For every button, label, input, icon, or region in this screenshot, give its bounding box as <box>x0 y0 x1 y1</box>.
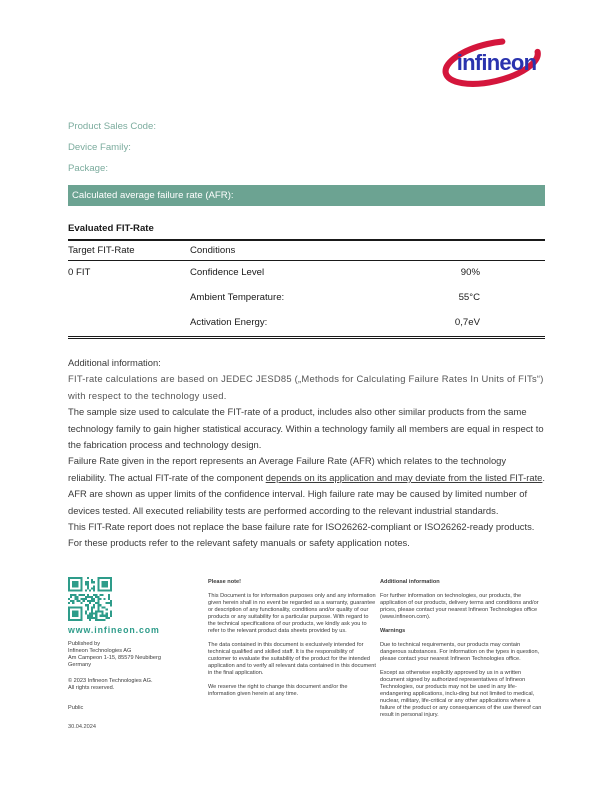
table-title: Evaluated FIT-Rate <box>68 223 154 234</box>
info-paragraph: AFR are shown as upper limits of the confidence interval. High failure rate may be caused by limited number of devices tested. All executed reliability tests are performed according to the relevant industrial standards. <box>68 488 528 516</box>
info-paragraph: Failure Rate given in the report represents an Average Failure Rate (AFR) which relates to the technology reliability. The actual FIT-rate of the component depends on its application and may deviate from the listed FIT-rate. <box>68 455 545 483</box>
legal-paragraph: Due to technical requirements, our products may contain dangerous substances. For information on the types in question, please contact your nearest Infineon Technologies office. <box>380 642 540 662</box>
legal-paragraph: For further information on technologies, our products, the application of our products, delivery terms and conditions and/or prices, please contact your nearest Infineon Technologies office (www.infineon.com). <box>380 593 539 620</box>
legal-paragraph: This Document is for information purposes only and any information given herein shall in no event be regarded as a warranty, guarantee or description of any functionality, conditions and/or quality of our products or any suitability for a particular purpose. With regard to the technical specifications of our products, we kindly ask you to refer to the relevant product data sheets provided by us. <box>208 593 376 634</box>
document-date: 30.04.2024 <box>68 724 96 730</box>
info-paragraph: The sample size used to calculate the FIT-rate of a product, includes also other similar products from the same technology family to gain higher statistical accuracy. Within a technology family all members are equal in respect to the fabrication process and technology design. <box>68 406 544 451</box>
table-body <box>68 261 545 339</box>
logo-wordmark: infineon <box>456 50 537 76</box>
table-row <box>68 317 545 331</box>
condition-label: Activation Energy: <box>190 317 268 328</box>
publisher-block: Published by Infineon Technologies AG Am Campeon 1-15, 85579 Neubiberg Germany <box>68 641 161 668</box>
underlined-phrase: depends on its application and may deviate from the listed FIT-rate <box>265 471 543 483</box>
footer-additional-info-column <box>380 579 545 726</box>
please-note-heading: Please note! <box>208 579 241 585</box>
footer-left-column <box>68 577 200 731</box>
warnings-heading: Warnings <box>380 628 406 634</box>
condition-value: 90% <box>460 267 480 278</box>
target-fit-rate-value: 0 FIT <box>68 267 91 278</box>
condition-label: Ambient Temperature: <box>190 292 285 303</box>
infineon-website-link[interactable]: www.infineon.com <box>68 625 160 635</box>
table-row <box>68 267 545 292</box>
field-product-sales-code: Product Sales Code: <box>68 121 156 132</box>
field-package: Package: <box>68 163 109 174</box>
col-header-conditions: Conditions <box>190 245 236 256</box>
table-row <box>68 292 545 317</box>
afr-banner: Calculated average failure rate (AFR): <box>68 185 545 206</box>
legal-paragraph: Except as otherwise explicitly approved by us in a written document signed by authorized representatives of Infineon Technologies, our products may not be used in any life-endangering applications, inclu-ding but not limited to medical, nuclear, military, life-critical or any other applications where a failure of the product or any consequences of the use thereof can result in personal injury. <box>380 670 542 718</box>
document-classification: Public <box>68 705 84 711</box>
infineon-logo <box>440 26 554 96</box>
col-header-value <box>390 245 480 256</box>
condition-value: 55°C <box>458 292 480 303</box>
qr-code <box>68 577 112 621</box>
copyright-block: © 2023 Infineon Technologies AG. All rights reserved. <box>68 678 153 691</box>
legal-paragraph: The data contained in this document is exclusively intended for technical qualified and skilled staff. It is the responsibility of customer to evaluate the suitability of the product for the intended application and to verify all relevant data contained in this document in the final application. <box>208 642 376 676</box>
additional-information-footer-heading: Additional information <box>380 579 440 585</box>
legal-paragraph: We reserve the right to change this document and/or the information given herein at any time. <box>208 684 348 697</box>
field-device-family: Device Family: <box>68 142 131 153</box>
table-header-row <box>68 239 545 261</box>
info-paragraph: FIT-rate calculations are based on JEDEC JESD85 („Methods for Calculating Failure Rates In Units of FITs“) with respect to the technology used. <box>68 373 544 401</box>
footer-please-note-column <box>208 579 376 705</box>
fit-rate-table <box>68 223 545 339</box>
info-paragraph: This FIT-Rate report does not replace the base failure rate for ISO26262-compliant or ISO26262-ready products. For these products refer to the relevant safety manuals or safety application notes. <box>68 521 535 549</box>
col-header-target-fit-rate: Target FIT-Rate <box>68 245 135 256</box>
condition-label: Confidence Level <box>190 267 265 278</box>
condition-value: 0,7eV <box>454 317 480 328</box>
additional-information-heading: Additional information: <box>68 357 161 368</box>
header-fields <box>68 116 156 179</box>
additional-information-section <box>68 355 546 552</box>
